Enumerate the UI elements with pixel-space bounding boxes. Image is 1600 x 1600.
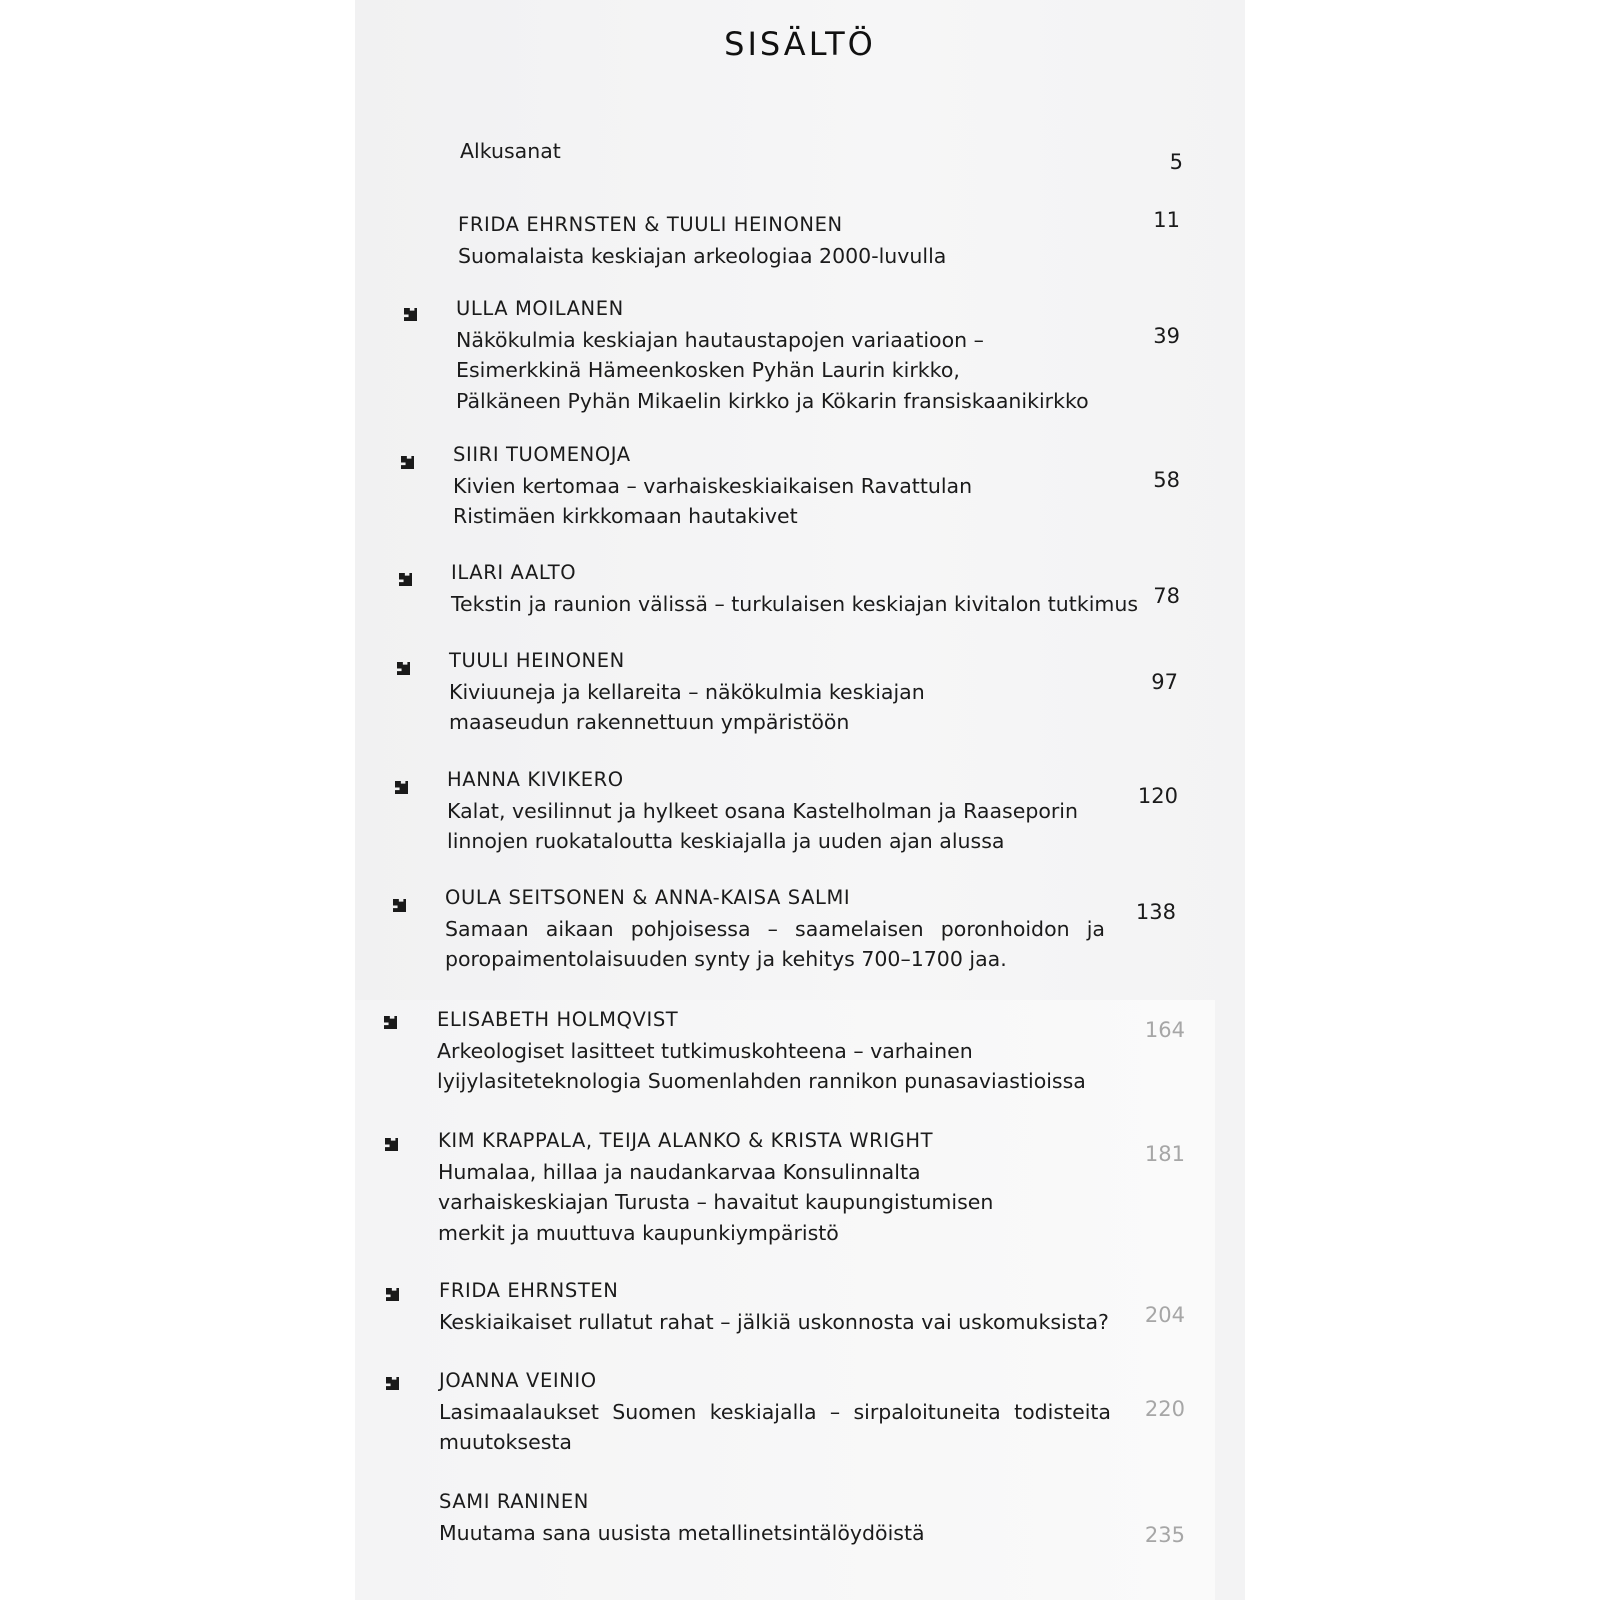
entry-title-line: maaseudun rakennettuun ympäristöön [449,710,850,734]
entry-author: OULA SEITSONEN & ANNA-KAISA SALMI [445,886,851,909]
entry-author: TUULI HEINONEN [449,649,625,672]
entry-author: ILARI AALTO [451,561,577,584]
entry-title-line: Alkusanat [460,139,561,163]
entry-title-line: Muutama sana uusista metallinetsintälöydöistä [439,1520,925,1545]
page-number: 11 [1153,208,1180,232]
page-number: 220 [1144,1397,1185,1421]
page-number: 204 [1144,1303,1185,1327]
entry-title-line: Pälkäneen Pyhän Mikaelin kirkko ja Kökarin fransiskaanikirkko [456,388,1089,413]
entry-author: ELISABETH HOLMQVIST [437,1008,679,1031]
page-number: 97 [1151,670,1178,694]
entry-title-line: Suomalaista keskiajan arkeologiaa 2000-luvulla [458,243,947,268]
entry-title-line: Humalaa, hillaa ja naudankarvaa Konsulinnalta [438,1159,921,1184]
entry-title-line: Ristimäen kirkkomaan hautakivet [453,504,798,528]
entry-title-line: muutoksesta [439,1430,572,1454]
entry-title-line: poropaimentolaisuuden synty ja kehitys 700–1700 jaa. [445,947,1007,971]
entry-title-line: Tekstin ja raunion välissä – turkulaisen keskiajan kivitalon tutkimus [451,591,1139,616]
entry-author: FRIDA EHRNSTEN [439,1279,619,1302]
page-number: 120 [1137,784,1178,808]
entry-author: SAMI RANINEN [439,1490,589,1513]
page-number: 5 [1169,150,1183,174]
entry-title-line: Keskiaikaiset rullatut rahat – jälkiä uskonnosta vai uskomuksista? [439,1309,1109,1334]
page-number: 39 [1153,324,1180,348]
entry-author: ULLA MOILANEN [456,297,624,320]
entry-author: FRIDA EHRNSTEN & TUULI HEINONEN [458,213,843,236]
entry-title-line: Kalat, vesilinnut ja hylkeet osana Kastelholman ja Raaseporin [447,798,1078,823]
entry-title-line: Kiviuuneja ja kellareita – näkökulmia keskiajan [449,679,925,704]
entry-title-line: Kivien kertomaa – varhaiskeskiaikaisen Ravattulan [453,473,973,498]
entry-title-line: linnojen ruokataloutta keskiajalla ja uuden ajan alussa [447,829,1005,853]
entry-title-line: Esimerkkinä Hämeenkosken Pyhän Laurin kirkko, [456,358,960,382]
entry-author: SIIRI TUOMENOJA [453,443,631,466]
entry-author: JOANNA VEINIO [439,1369,597,1392]
page-number: 58 [1153,468,1180,492]
entry-author: KIM KRAPPALA, TEIJA ALANKO & KRISTA WRIGHT [438,1129,934,1152]
entry-title-line: Lasimaalaukset Suomen keskiajalla – sirpaloituneita todisteita [439,1399,1111,1424]
page-number: 181 [1144,1142,1185,1166]
entry-title-line: Samaan aikaan pohjoisessa – saamelaisen poronhoidon ja [445,916,1105,941]
entry-title-line: merkit ja muuttuva kaupunkiympäristö [438,1220,839,1245]
page-number: 78 [1153,584,1180,608]
page-number: 138 [1135,900,1176,924]
page-number: 235 [1144,1523,1185,1547]
page-number: 164 [1144,1018,1185,1042]
entry-title-line: Näkökulmia keskiajan hautaustapojen variaatioon – [456,327,984,352]
entry-author: HANNA KIVIKERO [447,768,624,791]
page-title: SISÄLTÖ [724,25,876,63]
entry-title-line: Arkeologiset lasitteet tutkimuskohteena – varhainen [437,1038,973,1063]
entry-title-line: lyijylasiteteknologia Suomenlahden rannikon punasaviastioissa [437,1069,1086,1093]
entry-title-line: varhaiskeskiajan Turusta – havaitut kaupungistumisen [438,1190,994,1214]
